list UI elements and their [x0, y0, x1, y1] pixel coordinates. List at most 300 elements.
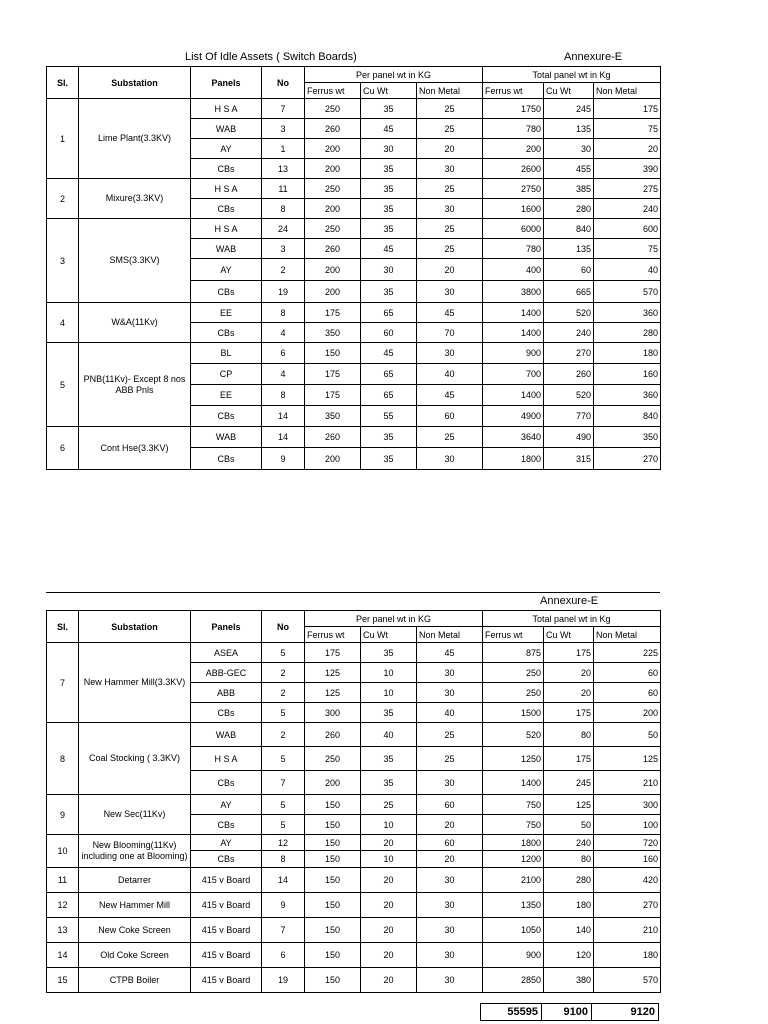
total-non-metal-cell: 240 [594, 199, 661, 219]
total-cu-cell: 50 [544, 815, 594, 835]
per-ferrus-cell: 150 [305, 918, 361, 943]
per-ferrus-cell: 150 [305, 851, 361, 868]
total-non-metal-cell: 50 [594, 723, 661, 747]
panel-cell: 415 v Board [191, 868, 262, 893]
per-non-metal-cell: 25 [417, 427, 483, 448]
header-total-panel: Total panel wt in Kg [483, 611, 661, 627]
table-row [47, 795, 661, 815]
total-ferrus-cell: 400 [483, 259, 544, 281]
total-cu-cell: 240 [544, 835, 594, 851]
total-non-metal-cell: 275 [594, 179, 661, 199]
per-cu-cell: 20 [361, 918, 417, 943]
substation-cell: New Coke Screen [79, 918, 191, 943]
panel-cell: EE [191, 385, 262, 406]
panel-cell: CBs [191, 815, 262, 835]
per-non-metal-cell: 45 [417, 643, 483, 663]
total-ferrus-cell: 1600 [483, 199, 544, 219]
panel-cell: ASEA [191, 643, 262, 663]
count-cell: 2 [262, 683, 305, 703]
table-row [47, 893, 661, 918]
total-non-metal-cell: 180 [594, 343, 661, 364]
panel-cell: 415 v Board [191, 893, 262, 918]
subheader-non-metal: Non Metal [594, 83, 661, 99]
total-cu-cell: 135 [544, 119, 594, 139]
total-cu-cell: 380 [544, 968, 594, 993]
per-cu-cell: 35 [361, 703, 417, 723]
total-non-metal-cell: 100 [594, 815, 661, 835]
count-cell: 8 [262, 303, 305, 323]
per-cu-cell: 20 [361, 835, 417, 851]
total-cu-cell: 245 [544, 771, 594, 795]
total-ferrus-cell: 2600 [483, 159, 544, 179]
header-per-panel: Per panel wt in KG [305, 611, 483, 627]
total-ferrus-cell: 875 [483, 643, 544, 663]
per-cu-cell: 20 [361, 893, 417, 918]
total-non-metal-cell: 175 [594, 99, 661, 119]
panel-cell: AY [191, 835, 262, 851]
per-non-metal-cell: 25 [417, 99, 483, 119]
per-non-metal-cell: 20 [417, 139, 483, 159]
table-row [47, 219, 661, 239]
subheader-non-metal: Non Metal [417, 627, 483, 643]
total-non-metal-cell: 180 [594, 943, 661, 968]
total-non-metal-cell: 570 [594, 281, 661, 303]
table-row [47, 303, 661, 323]
count-cell: 7 [262, 771, 305, 795]
per-ferrus-cell: 175 [305, 385, 361, 406]
total-ferrus-cell: 750 [483, 795, 544, 815]
header-row [47, 67, 661, 83]
sl-cell: 12 [47, 893, 79, 918]
per-cu-cell: 20 [361, 868, 417, 893]
count-cell: 19 [262, 281, 305, 303]
total-ferrus-cell: 6000 [483, 219, 544, 239]
panel-cell: WAB [191, 119, 262, 139]
per-cu-cell: 30 [361, 259, 417, 281]
header-total-panel: Total panel wt in Kg [483, 67, 661, 83]
per-ferrus-cell: 200 [305, 199, 361, 219]
total-non-metal-cell: 75 [594, 239, 661, 259]
per-cu-cell: 45 [361, 119, 417, 139]
total-ferrus-cell: 3800 [483, 281, 544, 303]
table-row [47, 968, 661, 993]
total-cu-cell: 20 [544, 683, 594, 703]
total-non-metal-cell: 40 [594, 259, 661, 281]
panel-cell: WAB [191, 723, 262, 747]
total-ferrus-cell: 780 [483, 119, 544, 139]
total-cu-cell: 245 [544, 99, 594, 119]
total-cu-cell: 80 [544, 723, 594, 747]
total-cu-cell: 280 [544, 868, 594, 893]
header-no: No [262, 611, 305, 643]
per-non-metal-cell: 30 [417, 943, 483, 968]
panel-cell: CBs [191, 851, 262, 868]
sl-cell: 13 [47, 918, 79, 943]
per-non-metal-cell: 30 [417, 281, 483, 303]
per-cu-cell: 65 [361, 303, 417, 323]
total-non-metal-cell: 270 [594, 448, 661, 470]
per-ferrus-cell: 200 [305, 448, 361, 470]
per-cu-cell: 45 [361, 239, 417, 259]
total-cu-cell: 490 [544, 427, 594, 448]
per-cu-cell: 35 [361, 179, 417, 199]
count-cell: 11 [262, 179, 305, 199]
total-cu-cell: 520 [544, 303, 594, 323]
total-ferrus-cell: 750 [483, 815, 544, 835]
per-non-metal-cell: 60 [417, 835, 483, 851]
header-sl: Sl. [47, 611, 79, 643]
table-row [47, 643, 661, 663]
per-ferrus-cell: 175 [305, 303, 361, 323]
per-cu-cell: 25 [361, 795, 417, 815]
subheader-ferrus: Ferrus wt [483, 83, 544, 99]
substation-cell: W&A(11Kv) [79, 303, 191, 343]
per-ferrus-cell: 150 [305, 343, 361, 364]
total-ferrus-cell: 2100 [483, 868, 544, 893]
per-ferrus-cell: 200 [305, 771, 361, 795]
per-cu-cell: 40 [361, 723, 417, 747]
count-cell: 5 [262, 643, 305, 663]
per-non-metal-cell: 25 [417, 119, 483, 139]
total-ferrus-cell: 2850 [483, 968, 544, 993]
per-ferrus-cell: 250 [305, 179, 361, 199]
sl-cell: 14 [47, 943, 79, 968]
count-cell: 19 [262, 968, 305, 993]
count-cell: 2 [262, 663, 305, 683]
per-ferrus-cell: 260 [305, 239, 361, 259]
total-ferrus-cell: 1800 [483, 448, 544, 470]
panel-cell: WAB [191, 427, 262, 448]
table-row [47, 179, 661, 199]
count-cell: 2 [262, 723, 305, 747]
total-non-metal-cell: 200 [594, 703, 661, 723]
count-cell: 6 [262, 943, 305, 968]
count-cell: 9 [262, 448, 305, 470]
total-non-metal-cell: 225 [594, 643, 661, 663]
sl-cell: 8 [47, 723, 79, 795]
per-ferrus-cell: 175 [305, 364, 361, 385]
count-cell: 3 [262, 239, 305, 259]
total-cu: 9100 [542, 1004, 592, 1021]
table-row [47, 343, 661, 364]
subheader-cu: Cu Wt [361, 83, 417, 99]
idle-assets-table-1 [46, 66, 661, 470]
total-cu-cell: 270 [544, 343, 594, 364]
page-2-top-rule [46, 592, 660, 593]
subheader-cu: Cu Wt [544, 627, 594, 643]
count-cell: 14 [262, 427, 305, 448]
per-non-metal-cell: 20 [417, 851, 483, 868]
per-cu-cell: 35 [361, 99, 417, 119]
sl-cell: 5 [47, 343, 79, 427]
header-substation: Substation [79, 611, 191, 643]
per-ferrus-cell: 150 [305, 815, 361, 835]
per-non-metal-cell: 25 [417, 747, 483, 771]
substation-cell: CTPB Boiler [79, 968, 191, 993]
panel-cell: CBs [191, 406, 262, 427]
per-ferrus-cell: 150 [305, 868, 361, 893]
total-ferrus-cell: 780 [483, 239, 544, 259]
per-non-metal-cell: 30 [417, 663, 483, 683]
count-cell: 6 [262, 343, 305, 364]
table-row [47, 918, 661, 943]
header-substation: Substation [79, 67, 191, 99]
subheader-ferrus: Ferrus wt [305, 627, 361, 643]
count-cell: 3 [262, 119, 305, 139]
total-ferrus-cell: 1200 [483, 851, 544, 868]
count-cell: 12 [262, 835, 305, 851]
total-cu-cell: 60 [544, 259, 594, 281]
total-cu-cell: 175 [544, 703, 594, 723]
per-cu-cell: 20 [361, 943, 417, 968]
count-cell: 8 [262, 851, 305, 868]
total-non-metal-cell: 420 [594, 868, 661, 893]
table-row [47, 723, 661, 747]
per-non-metal-cell: 25 [417, 179, 483, 199]
panel-cell: CBs [191, 159, 262, 179]
total-ferrus-cell: 1750 [483, 99, 544, 119]
per-ferrus-cell: 250 [305, 747, 361, 771]
per-non-metal-cell: 30 [417, 868, 483, 893]
per-non-metal-cell: 30 [417, 199, 483, 219]
sl-cell: 11 [47, 868, 79, 893]
total-cu-cell: 770 [544, 406, 594, 427]
total-cu-cell: 175 [544, 747, 594, 771]
total-ferrus: 55595 [481, 1004, 542, 1021]
subheader-non-metal: Non Metal [417, 83, 483, 99]
per-non-metal-cell: 40 [417, 364, 483, 385]
panel-cell: AY [191, 259, 262, 281]
count-cell: 13 [262, 159, 305, 179]
per-non-metal-cell: 30 [417, 159, 483, 179]
panel-cell: 415 v Board [191, 943, 262, 968]
total-non-metal-cell: 210 [594, 771, 661, 795]
sheet-title: List Of Idle Assets ( Switch Boards) [185, 51, 357, 63]
per-cu-cell: 35 [361, 159, 417, 179]
total-cu-cell: 260 [544, 364, 594, 385]
panel-cell: EE [191, 303, 262, 323]
per-non-metal-cell: 45 [417, 303, 483, 323]
substation-cell: PNB(11Kv)- Except 8 nos ABB Pnls [79, 343, 191, 427]
count-cell: 24 [262, 219, 305, 239]
count-cell: 14 [262, 868, 305, 893]
total-non-metal-cell: 160 [594, 851, 661, 868]
total-non-metal-cell: 570 [594, 968, 661, 993]
total-ferrus-cell: 700 [483, 364, 544, 385]
substation-cell: New Hammer Mill [79, 893, 191, 918]
per-non-metal-cell: 30 [417, 343, 483, 364]
total-cu-cell: 135 [544, 239, 594, 259]
panel-cell: CBs [191, 703, 262, 723]
count-cell: 9 [262, 893, 305, 918]
header-row [47, 611, 661, 627]
per-non-metal-cell: 70 [417, 323, 483, 343]
per-ferrus-cell: 150 [305, 835, 361, 851]
total-cu-cell: 20 [544, 663, 594, 683]
per-cu-cell: 35 [361, 199, 417, 219]
total-cu-cell: 520 [544, 385, 594, 406]
totals-row [481, 1004, 659, 1021]
total-non-metal-cell: 360 [594, 303, 661, 323]
count-cell: 14 [262, 406, 305, 427]
total-non-metal-cell: 390 [594, 159, 661, 179]
per-non-metal-cell: 25 [417, 239, 483, 259]
total-ferrus-cell: 250 [483, 663, 544, 683]
per-non-metal-cell: 30 [417, 918, 483, 943]
total-non-metal-cell: 20 [594, 139, 661, 159]
total-ferrus-cell: 900 [483, 343, 544, 364]
panel-cell: 415 v Board [191, 968, 262, 993]
total-ferrus-cell: 1400 [483, 303, 544, 323]
header-no: No [262, 67, 305, 99]
total-non-metal-cell: 720 [594, 835, 661, 851]
total-ferrus-cell: 250 [483, 683, 544, 703]
count-cell: 7 [262, 99, 305, 119]
total-cu-cell: 315 [544, 448, 594, 470]
count-cell: 8 [262, 199, 305, 219]
total-ferrus-cell: 2750 [483, 179, 544, 199]
grand-totals [480, 1003, 659, 1021]
per-ferrus-cell: 350 [305, 406, 361, 427]
sl-cell: 3 [47, 219, 79, 303]
count-cell: 5 [262, 747, 305, 771]
per-ferrus-cell: 350 [305, 323, 361, 343]
substation-cell: Mixure(3.3KV) [79, 179, 191, 219]
total-non-metal-cell: 75 [594, 119, 661, 139]
per-cu-cell: 10 [361, 683, 417, 703]
per-ferrus-cell: 250 [305, 99, 361, 119]
header-sl: Sl. [47, 67, 79, 99]
substation-cell: New Hammer Mill(3.3KV) [79, 643, 191, 723]
total-cu-cell: 175 [544, 643, 594, 663]
per-non-metal-cell: 60 [417, 406, 483, 427]
total-ferrus-cell: 1400 [483, 771, 544, 795]
annexure-label-2: Annexure-E [540, 595, 599, 607]
total-non-metal-cell: 280 [594, 323, 661, 343]
subheader-cu: Cu Wt [361, 627, 417, 643]
count-cell: 1 [262, 139, 305, 159]
total-non-metal-cell: 160 [594, 364, 661, 385]
per-cu-cell: 60 [361, 323, 417, 343]
per-cu-cell: 10 [361, 815, 417, 835]
panel-cell: CBs [191, 771, 262, 795]
total-cu-cell: 125 [544, 795, 594, 815]
panel-cell: AY [191, 139, 262, 159]
total-non-metal-cell: 60 [594, 663, 661, 683]
total-cu-cell: 455 [544, 159, 594, 179]
total-cu-cell: 385 [544, 179, 594, 199]
total-cu-cell: 665 [544, 281, 594, 303]
per-ferrus-cell: 260 [305, 427, 361, 448]
subheader-ferrus: Ferrus wt [305, 83, 361, 99]
total-non-metal-cell: 270 [594, 893, 661, 918]
total-cu-cell: 120 [544, 943, 594, 968]
total-cu-cell: 840 [544, 219, 594, 239]
per-cu-cell: 10 [361, 663, 417, 683]
total-ferrus-cell: 1400 [483, 323, 544, 343]
idle-assets-table-2 [46, 610, 661, 993]
table-row [47, 99, 661, 119]
total-non-metal-cell: 600 [594, 219, 661, 239]
table-row [47, 835, 661, 851]
panel-cell: WAB [191, 239, 262, 259]
per-cu-cell: 65 [361, 385, 417, 406]
header-panels: Panels [191, 67, 262, 99]
subheader-cu: Cu Wt [544, 83, 594, 99]
total-cu-cell: 240 [544, 323, 594, 343]
per-ferrus-cell: 200 [305, 281, 361, 303]
total-ferrus-cell: 1400 [483, 385, 544, 406]
total-cu-cell: 140 [544, 918, 594, 943]
total-ferrus-cell: 900 [483, 943, 544, 968]
count-cell: 5 [262, 815, 305, 835]
per-ferrus-cell: 150 [305, 893, 361, 918]
count-cell: 2 [262, 259, 305, 281]
substation-cell: Detarrer [79, 868, 191, 893]
count-cell: 4 [262, 364, 305, 385]
per-cu-cell: 35 [361, 771, 417, 795]
table-2-body [47, 611, 661, 993]
total-ferrus-cell: 1800 [483, 835, 544, 851]
substation-cell: Coal Stocking ( 3.3KV) [79, 723, 191, 795]
per-non-metal-cell: 30 [417, 448, 483, 470]
total-cu-cell: 80 [544, 851, 594, 868]
panel-cell: H S A [191, 747, 262, 771]
per-non-metal-cell: 25 [417, 219, 483, 239]
per-ferrus-cell: 125 [305, 683, 361, 703]
total-non-metal-cell: 300 [594, 795, 661, 815]
per-ferrus-cell: 125 [305, 663, 361, 683]
per-ferrus-cell: 200 [305, 259, 361, 281]
per-cu-cell: 65 [361, 364, 417, 385]
per-non-metal-cell: 30 [417, 771, 483, 795]
per-non-metal-cell: 60 [417, 795, 483, 815]
count-cell: 4 [262, 323, 305, 343]
per-cu-cell: 35 [361, 427, 417, 448]
total-non-metal-cell: 210 [594, 918, 661, 943]
substation-cell: Lime Plant(3.3KV) [79, 99, 191, 179]
total-ferrus-cell: 1350 [483, 893, 544, 918]
total-ferrus-cell: 4900 [483, 406, 544, 427]
total-ferrus-cell: 1500 [483, 703, 544, 723]
per-cu-cell: 10 [361, 851, 417, 868]
total-ferrus-cell: 200 [483, 139, 544, 159]
count-cell: 8 [262, 385, 305, 406]
per-cu-cell: 30 [361, 139, 417, 159]
panel-cell: H S A [191, 99, 262, 119]
total-non-metal: 9120 [592, 1004, 659, 1021]
count-cell: 5 [262, 703, 305, 723]
substation-cell: Old Coke Screen [79, 943, 191, 968]
sl-cell: 4 [47, 303, 79, 343]
sl-cell: 2 [47, 179, 79, 219]
per-non-metal-cell: 25 [417, 723, 483, 747]
per-cu-cell: 45 [361, 343, 417, 364]
per-ferrus-cell: 260 [305, 119, 361, 139]
total-non-metal-cell: 360 [594, 385, 661, 406]
count-cell: 5 [262, 795, 305, 815]
panel-cell: BL [191, 343, 262, 364]
header-panels: Panels [191, 611, 262, 643]
total-non-metal-cell: 840 [594, 406, 661, 427]
per-cu-cell: 35 [361, 448, 417, 470]
per-cu-cell: 35 [361, 281, 417, 303]
total-ferrus-cell: 3640 [483, 427, 544, 448]
panel-cell: CBs [191, 323, 262, 343]
per-non-metal-cell: 30 [417, 893, 483, 918]
per-non-metal-cell: 40 [417, 703, 483, 723]
panel-cell: CBs [191, 281, 262, 303]
